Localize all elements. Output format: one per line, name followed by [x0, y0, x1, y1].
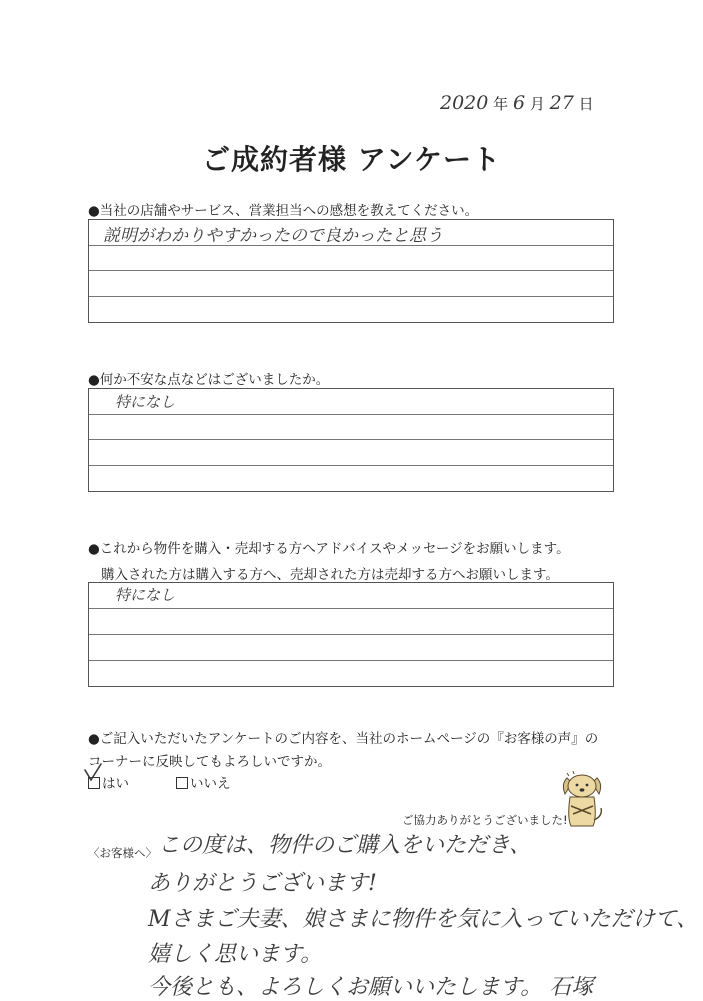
question-3-label: ●これから物件を購入・売却する方へアドバイスやメッセージをお願いします。	[88, 541, 570, 557]
date-year: 2020	[440, 92, 489, 114]
date-year-unit: 年	[493, 95, 509, 113]
thanks-message: ご協力ありがとうございました!	[402, 813, 568, 827]
question-4-label-line1: ●ご記入いただいたアンケートのご内容を、当社のホームページの『お客様の声』の	[88, 731, 599, 747]
option-no-label: いいえ	[190, 776, 231, 792]
question-3-answer: 特になし	[115, 586, 176, 604]
message-line-2: ありがとうございます!	[148, 871, 377, 896]
ruled-line	[89, 660, 613, 661]
date-month-unit: 月	[529, 95, 545, 113]
question-2-label: ●何か不安な点などはございましたか。	[88, 372, 330, 388]
option-no[interactable]	[176, 772, 231, 792]
ruled-line	[89, 634, 613, 635]
check-mark-icon	[82, 762, 104, 784]
date-day-unit: 日	[578, 95, 594, 113]
date-month: 6	[512, 92, 526, 114]
checkbox-no[interactable]	[176, 777, 188, 789]
ruled-line	[89, 296, 613, 297]
ruled-line	[89, 608, 613, 609]
ruled-line	[89, 439, 613, 440]
ruled-line	[89, 414, 613, 415]
page-title: ご成約者様 アンケート	[201, 143, 502, 176]
question-1-answer-box	[88, 219, 614, 323]
message-line-3: Mさまご夫妻、娘さまに物件を気に入っていただけて、	[148, 907, 699, 932]
ruled-line	[89, 270, 613, 271]
message-line-1: この度は、物件のご購入をいただき、	[158, 833, 532, 858]
question-4-label-line2: コーナーに反映してもよろしいですか。	[88, 754, 331, 770]
question-3-answer-box	[88, 582, 614, 687]
question-1-answer: 説明がわかりやすかったので良かったと思う	[103, 226, 443, 246]
option-yes-label: はい	[102, 776, 129, 792]
ruled-line	[89, 465, 613, 466]
question-1-label: ●当社の店舗やサービス、営業担当への感想を教えてください。	[88, 203, 479, 219]
message-line-4: 嬉しく思います。	[148, 942, 323, 967]
message-line-5: 今後とも、よろしくお願いいたします。 石塚	[148, 975, 594, 1000]
date-day: 27	[549, 92, 574, 114]
survey-date	[440, 92, 630, 122]
customer-label: 〈お客様へ〉	[88, 846, 157, 860]
question-2-answer-box	[88, 388, 614, 492]
question-3-sublabel: 購入された方は購入する方へ、売却された方は売却する方へお願いします。	[101, 567, 559, 583]
question-2-answer: 特になし	[115, 393, 176, 411]
